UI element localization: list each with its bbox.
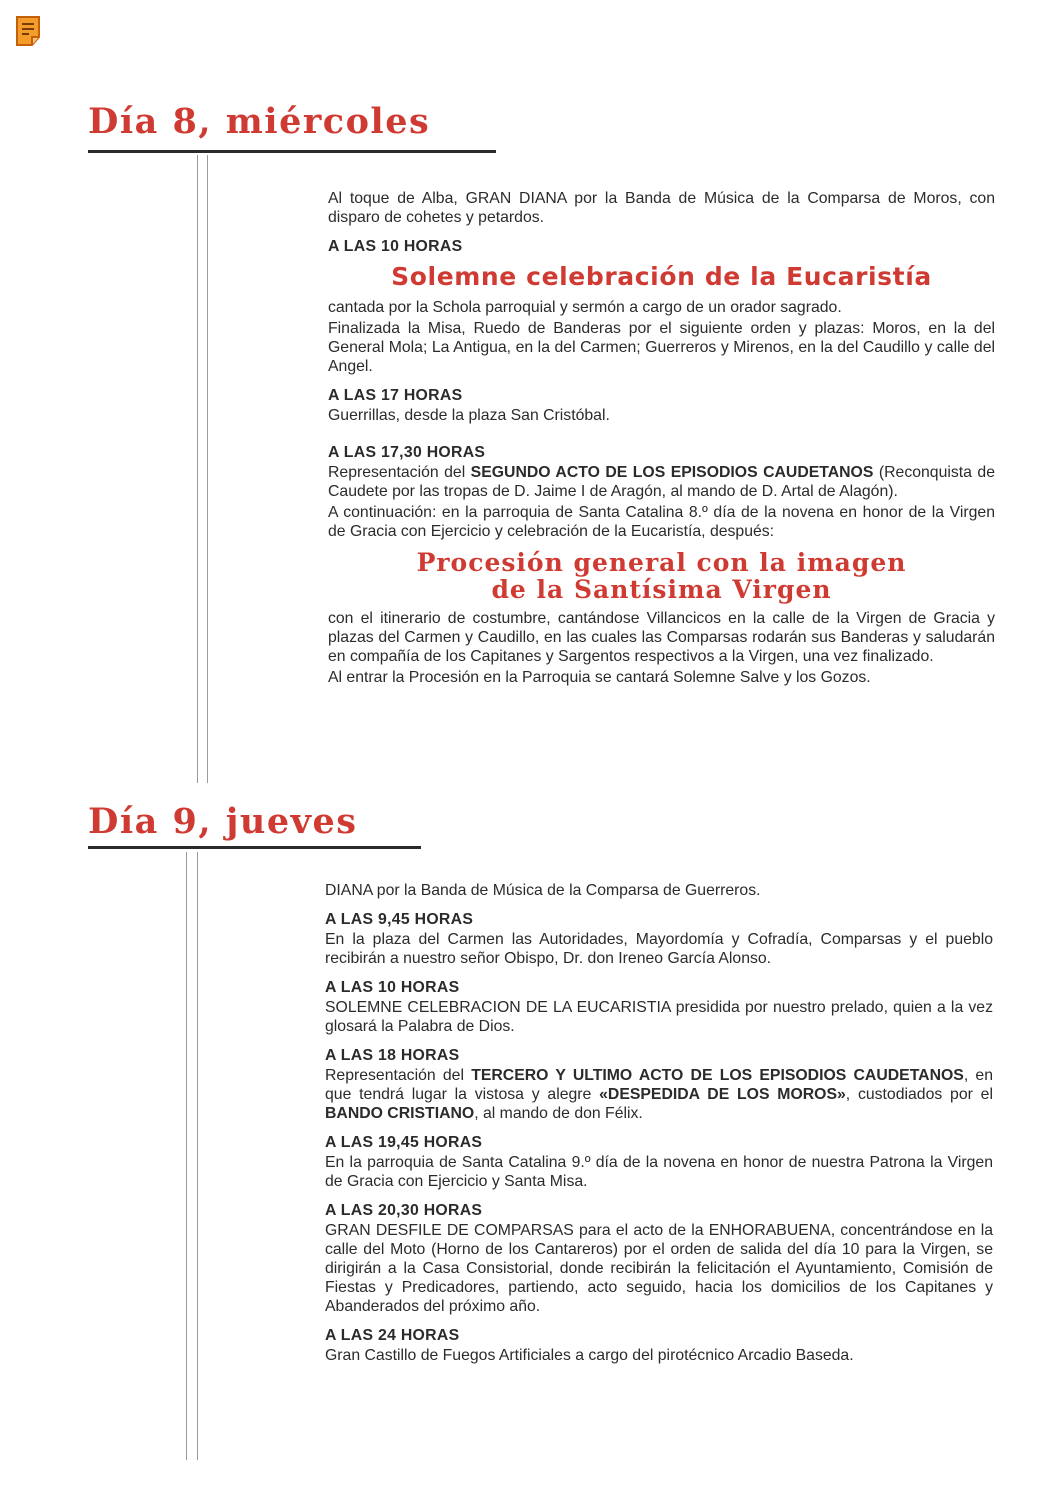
time-1945-heading: A LAS 19,45 HORAS bbox=[325, 1134, 483, 1151]
time-24-heading: A LAS 24 HORAS bbox=[325, 1327, 460, 1344]
time-945-heading: A LAS 9,45 HORAS bbox=[325, 911, 474, 928]
eucaristia-feature-title: Solemne celebración de la Eucaristía bbox=[391, 262, 932, 291]
day-9-vertical-line-2 bbox=[197, 852, 198, 1460]
procesion-feature-title: Procesión general con la imagen de la Santísima Virgen bbox=[416, 548, 907, 604]
time-1730-heading: A LAS 17,30 HORAS bbox=[328, 444, 486, 461]
diana-guerreros-paragraph: DIANA por la Banda de Música de la Comparsa de Guerreros. bbox=[325, 882, 761, 899]
cantada-paragraph: cantada por la Schola parroquial y sermón a cargo de un orador sagrado. bbox=[328, 299, 842, 316]
day-8-heading: Día 8, miércoles bbox=[88, 101, 431, 142]
continuacion-paragraph: A continuación: en la parroquia de Santa Catalina 8.º día de la novena en honor de la Virgen de Gracia con Ejercicio y celebración de la Eucaristía, después: bbox=[328, 504, 995, 540]
castillo-paragraph: Gran Castillo de Fuegos Artificiales a cargo del pirotécnico Arcadio Baseda. bbox=[325, 1347, 854, 1364]
representacion-paragraph: Representación del SEGUNDO ACTO DE LOS EPISODIOS CAUDETANOS (Reconquista de Caudete por las tropas de D. Jaime I de Aragón, al mando de D. Artal de Alagón). bbox=[328, 464, 995, 500]
time-18-heading: A LAS 18 HORAS bbox=[325, 1047, 460, 1064]
desfile-paragraph: GRAN DESFILE DE COMPARSAS para el acto de la ENHORABUENA, concentrándose en la calle del Moto (Horno de los Cantareros) por el orden de salida del día 10 para la Virgen, se dirigirán a la Casa Consistorial, donde recibirán la felicitación el Ayuntamiento, Comisión de Fiestas y Predicadores, partiendo, acto seguido, hacia los domicilios de los Capitanes y Abanderados del próximo año. bbox=[325, 1222, 993, 1315]
time-10-day9-heading: A LAS 10 HORAS bbox=[325, 979, 460, 996]
document-icon[interactable] bbox=[14, 15, 42, 47]
novena-paragraph: En la parroquia de Santa Catalina 9.º día de la novena en honor de nuestra Patrona la Virgen de Gracia con Ejercicio y Santa Misa. bbox=[325, 1154, 993, 1190]
time-10-heading: A LAS 10 HORAS bbox=[328, 238, 463, 255]
day-9-rule bbox=[88, 846, 421, 849]
representacion-tercero-paragraph: Representación del TERCERO Y ULTIMO ACTO DE LOS EPISODIOS CAUDETANOS, en que tendrá lugar la vistosa y alegre «DESPEDIDA DE LOS MOROS», custodiados por el BANDO CRISTIANO, al mando de don Félix. bbox=[325, 1067, 993, 1122]
diana-paragraph: Al toque de Alba, GRAN DIANA por la Banda de Música de la Comparsa de Moros, con disparo de cohetes y petardos. bbox=[328, 190, 995, 226]
guerrillas-paragraph: Guerrillas, desde la plaza San Cristóbal. bbox=[328, 407, 610, 424]
day-9-heading: Día 9, jueves bbox=[88, 801, 358, 842]
itinerario-paragraph: con el itinerario de costumbre, cantándose Villancicos en la calle de la Virgen de Gracia y plazas del Carmen y Caudillo, en las cuales las Comparsas rodarán sus Banderas y saludarán en compañía de los Capitanes y Sargentos respectivos a la Virgen, una vez finalizado. bbox=[328, 610, 995, 665]
ruedo-paragraph: Finalizada la Misa, Ruedo de Banderas por el siguiente orden y plazas: Moros, en la del General Mola; La Antigua, en la del Carmen; Guerreros y Mirenos, en la del Caudillo y calle del Angel. bbox=[328, 320, 995, 375]
solemne-paragraph: SOLEMNE CELEBRACION DE LA EUCARISTIA presidida por nuestro prelado, quien a la vez glosará la Palabra de Dios. bbox=[325, 999, 993, 1035]
time-2030-heading: A LAS 20,30 HORAS bbox=[325, 1202, 483, 1219]
day-8-vertical-line-2 bbox=[207, 155, 208, 783]
day-8-content bbox=[328, 189, 995, 695]
day-9-content bbox=[325, 881, 993, 1373]
day-8-rule bbox=[88, 150, 496, 153]
day-9-vertical-line-1 bbox=[186, 852, 187, 1460]
salve-paragraph: Al entrar la Procesión en la Parroquia se cantará Solemne Salve y los Gozos. bbox=[328, 669, 871, 686]
obispo-paragraph: En la plaza del Carmen las Autoridades, Mayordomía y Cofradía, Comparsas y el pueblo recibirán a nuestro señor Obispo, Dr. don Ireneo García Alonso. bbox=[325, 931, 993, 967]
time-17-heading: A LAS 17 HORAS bbox=[328, 387, 463, 404]
day-8-vertical-line-1 bbox=[197, 155, 198, 783]
